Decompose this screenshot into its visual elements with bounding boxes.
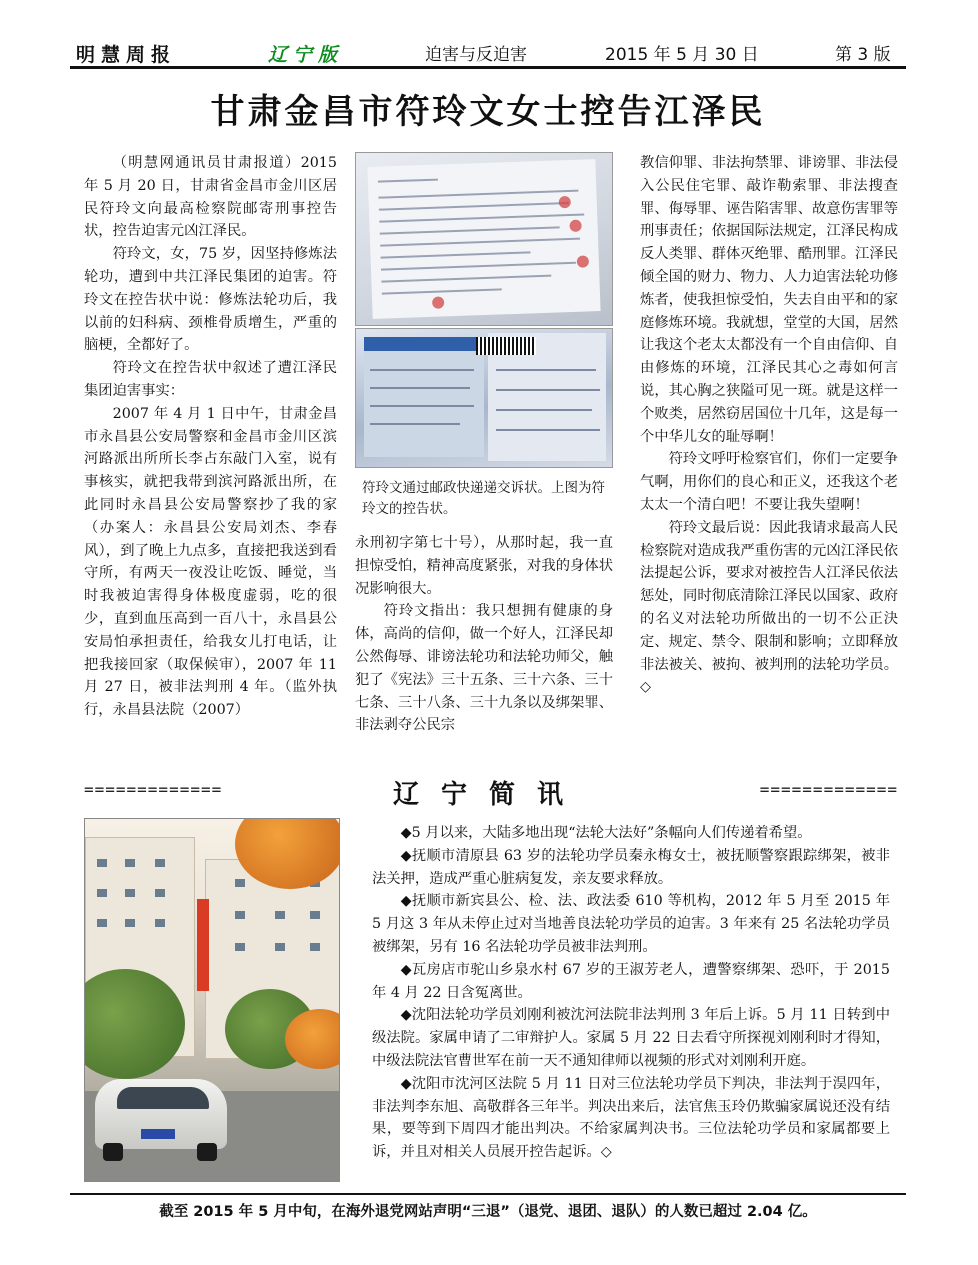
paragraph: 符玲文指出：我只想拥有健康的身体，高尚的信仰，做一个好人，江泽民却公然侮辱、诽谤法轮功和法轮功师父，触犯了《宪法》三十五条、三十六条、三十七条、三十八条、三十九条以及绑架罪、非法剥夺公民宗: [355, 603, 613, 734]
paragraph: （明慧网通讯员甘肃报道）2015 年 5 月 20 日，甘肃省金昌市金川区居民符玲文向最高检察院邮寄刑事控告状，控告迫害元凶江泽民。: [84, 155, 337, 240]
decorative-rule-left: =============: [84, 780, 223, 799]
barcode: [476, 337, 536, 355]
brief-item: ◆沈阳市沈河区法院 5 月 11 日对三位法轮功学员下判决，非法判于淏四年，非法判李东旭、高敬群各三年半。判决出来后，法官焦玉玲仍欺骗家属说还没有结果，要等到下周四才能出判决。不给家属判决书。三位法轮功学员和家属都要上诉，并且对相关人员展开控告起诉。◇: [372, 1075, 890, 1161]
edition-name: 辽宁版: [268, 44, 344, 66]
section-name: 迫害与反迫害: [425, 45, 527, 65]
decorative-rule-right: =============: [759, 780, 898, 799]
mail-form: [364, 337, 484, 457]
footer-notice: 截至 2015 年 5 月中旬，在海外退党网站声明“三退”（退党、退团、退队）的人数已超过 2.04 亿。: [159, 1204, 817, 1220]
masthead: [70, 38, 906, 68]
article-column-2: [355, 532, 613, 738]
brief-item: ◆沈阳法轮功学员刘刚利被沈河法院非法判刑 3 年后上诉。5 月 11 日转到中级法院。家属申请了二审辩护人。家属 5 月 22 日去看守所探视刘刚利时才得知，中级法院法官曹世军在前一天不通知律师以视频的形式对刘刚利开庭。: [372, 1007, 890, 1069]
falun-dafa-banner: [197, 899, 209, 991]
article-column-3: [640, 152, 898, 738]
paragraph: 符玲文呼吁检察官们，你们一定要争气啊，用你们的良心和正义，还我这个老太太一个清白吧！不要让我失望啊！: [640, 451, 898, 513]
complaint-letter-photo: [355, 152, 613, 326]
page-number: 第 3 版: [835, 45, 891, 65]
paragraph: 符玲文最后说：因此我请求最高人民检察院对造成我严重伤害的元凶江泽民依法提起公诉，要求对被控告人江泽民依法惩处，同时彻底清除江泽民以国家、政府的名义对法轮功所做出的一切不公正決定、规定、禁令、限制和影响；立即释放非法被关、被拘、被判刑的法轮功学员。◇: [640, 519, 898, 696]
article-column-1: [84, 152, 337, 738]
brief-item: ◆抚顺市新宾县公、检、法、政法委 610 等机构，2012 年 5 月至 2015 年 5 月这 3 年从未停止过对当地善良法轮功学员的迫害。3 年来有 25 名法轮功学员被绑架，另有 16 名法轮功学员被非法判刑。: [372, 893, 890, 955]
briefs-section-header: [84, 774, 898, 808]
complaint-document: [367, 159, 600, 319]
brief-item: ◆5 月以来，大陆多地出现“法轮大法好”条幅向人们传递着希望。: [400, 825, 812, 841]
paragraph: 符玲文，女，75 岁，因坚持修炼法轮功，遭到中共江泽民集团的迫害。符玲文在控告状中说：修炼法轮功后，我以前的妇科病、颈椎骨质增生，严重的脑梗，全都好了。: [84, 246, 337, 354]
street-banner-photo: [84, 818, 340, 1182]
paragraph: 符玲文在控告状中叙述了遭江泽民集团迫害事实：: [84, 360, 337, 399]
brief-item: ◆抚顺市清原县 63 岁的法轮功学员秦永梅女士，被抚顺警察跟踪绑架，被非法关押，造成严重心脏病复发，亲友要求释放。: [372, 847, 890, 887]
photo-caption: 符玲文通过邮政快递递交诉状。上图为符玲文的控告状。: [362, 480, 605, 517]
paper-name: 明慧周报: [76, 44, 177, 66]
briefs-list: [372, 822, 890, 1164]
issue-date: 2015 年 5 月 30 日: [605, 45, 759, 65]
brief-item: ◆瓦房店市驼山乡泉水村 67 岁的王淑芳老人，遭警察绑架、恐吓，于 2015 年 4 月 22 日含冤离世。: [372, 961, 890, 1001]
article-headline: 甘肃金昌市符玲文女士控告江泽民: [210, 92, 766, 132]
paragraph: 永刑初字第七十号），从那时起，我一直担惊受怕，精神高度紧张，对我的身体状况影响很大。: [355, 535, 613, 597]
car: [95, 1079, 227, 1149]
paragraph: 2007 年 4 月 1 日中午，甘肃金昌市永昌县公安局警察和金昌市金川区滨河路派出所所长李占东敲门入室，说有事核实，就把我带到滨河路派出所，在此同时永昌县公安局警察抄了我的家（办案人：永昌县公安局刘杰、李春风），到了晚上九点多，直接把我送到看守所，有两天一夜没让吃饭、睡觉，当时我被迫害得身体极度虚弱，吃的很少，直到血压高到一百八十，永昌县公安局怕承担责任，给我女儿打电话，让把我接回家（取保候审），2007 年 11 月 27 日，被非法判刑 4 年。（监外执行，永昌县法院（2007）: [84, 405, 337, 719]
briefs-title: 辽宁简讯: [392, 780, 585, 810]
footer-divider: [70, 1193, 906, 1195]
express-mail-slip-photo: [355, 328, 613, 468]
header-divider: [70, 66, 906, 69]
paragraph: 教信仰罪、非法拘禁罪、诽谤罪、非法侵入公民住宅罪、敲诈勒索罪、非法搜查罪、侮辱罪、诬告陷害罪、故意伤害罪等刑事责任；依据国际法规定，江泽民构成反人类罪、群体灭绝罪、酷刑罪。江泽民倾全国的财力、物力、人力迫害法轮功修炼者，使我担惊受怕，失去自由平和的家庭修炼环境。我就想，堂堂的大国，居然让我这个老太太都没有一个自由信仰、自由修炼的环境，江泽民其心之毒如何言说，其心胸之狭隘可见一斑。就是这样一个败类，居然窃居国位十几年，这是每一个中华儿女的耻辱啊！: [640, 155, 898, 445]
